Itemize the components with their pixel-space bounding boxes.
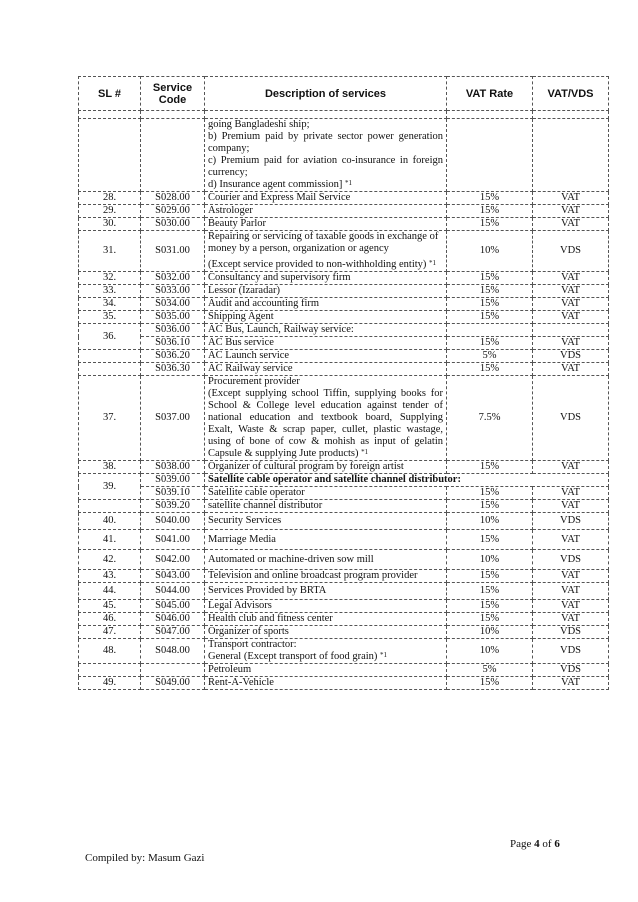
table-row: S036.10 AC Bus service 15% VAT — [79, 337, 609, 350]
table-row — [79, 111, 609, 119]
table-row: 44. S044.00 Services Provided by BRTA 15% VAT — [79, 583, 609, 600]
table-row: 35. S035.00 Shipping Agent 15% VAT — [79, 311, 609, 324]
table-row: S039.20 satellite channel distributor 15% VAT — [79, 500, 609, 513]
table-row: S036.20 AC Launch service 5% VDS — [79, 350, 609, 363]
table-row: 36. S036.00 AC Bus, Launch, Railway service: — [79, 324, 609, 337]
table-row: 34. S034.00 Audit and accounting firm 15% VAT — [79, 298, 609, 311]
header-description: Description of services — [205, 77, 447, 111]
continuation-description: going Bangladeshi ship; b) Premium paid by private sector power generation company; c) Premium paid for aviation co-insurance in foreign currency; d) Insurance agent commission] $^{*1}$ — [205, 119, 447, 192]
table-row: 37. S037.00 Procurement provider (Except supplying school Tiffin, supplying books for School & College level education against tender of national education and textbook board, Supplying Exalt, Waste & scrap paper, cullet, plastic wastage, using of bone of cow & mohish as input of gelatin Capsule & supplying Jute products) $^{*1}$ 7.5% VDS — [79, 376, 609, 461]
vat-table — [78, 76, 609, 690]
page-number: Page 4 of 6 — [510, 838, 560, 850]
header-code: Service Code — [141, 77, 205, 111]
table-row: S036.30 AC Railway service 15% VAT — [79, 363, 609, 376]
table-row: 47. S047.00 Organizer of sports 10% VDS — [79, 626, 609, 639]
table-row: 45. S045.00 Legal Advisors 15% VAT — [79, 600, 609, 613]
table-row — [79, 119, 609, 192]
table-row: 39. S039.00 Satellite cable operator and satellite channel distributor: — [79, 474, 609, 487]
header-sl: SL # — [79, 77, 141, 111]
table-row: 46. S046.00 Health club and fitness center 15% VAT — [79, 613, 609, 626]
table-row: 38. S038.00 Organizer of cultural program by foreign artist 15% VAT — [79, 461, 609, 474]
table-row: Petroleum 5% VDS — [79, 664, 609, 677]
table-row: 43. S043.00 Television and online broadcast program provider 15% VAT — [79, 570, 609, 583]
table-row: 33. S033.00 Lessor (Izaradar) 15% VAT — [79, 285, 609, 298]
table-row: 48. S048.00 Transport contractor: General (Except transport of food grain) $^{*1}$ 10% VDS — [79, 639, 609, 664]
table-row: 28. S028.00 Courier and Express Mail Service 15% VAT — [79, 192, 609, 205]
table-header-row — [79, 77, 609, 111]
compiled-by: Compiled by: Masum Gazi — [85, 852, 205, 864]
header-vat-vds: VAT/VDS — [533, 77, 609, 111]
table-row: 32. S032.00 Consultancy and supervisory firm 15% VAT — [79, 272, 609, 285]
table-row: 40. S040.00 Security Services 10% VDS — [79, 513, 609, 530]
header-vat-rate: VAT Rate — [447, 77, 533, 111]
table-row: 42. S042.00 Automated or machine-driven sow mill 10% VDS — [79, 550, 609, 570]
table-row: 49. S049.00 Rent-A-Vehicle 15% VAT — [79, 677, 609, 690]
table-row: S039.10 Satellite cable operator 15% VAT — [79, 487, 609, 500]
table-row: 41. S041.00 Marriage Media 15% VAT — [79, 530, 609, 550]
table-row: 29. S029.00 Astrologer 15% VAT — [79, 205, 609, 218]
table-row: 30. S030.00 Beauty Parlor 15% VAT — [79, 218, 609, 231]
table-row: 31. S031.00 Repairing or servicing of taxable goods in exchange of money by a person, organization or agency (Except service provided to non-withholding entity) $^{*1}$ 10% VDS — [79, 231, 609, 272]
